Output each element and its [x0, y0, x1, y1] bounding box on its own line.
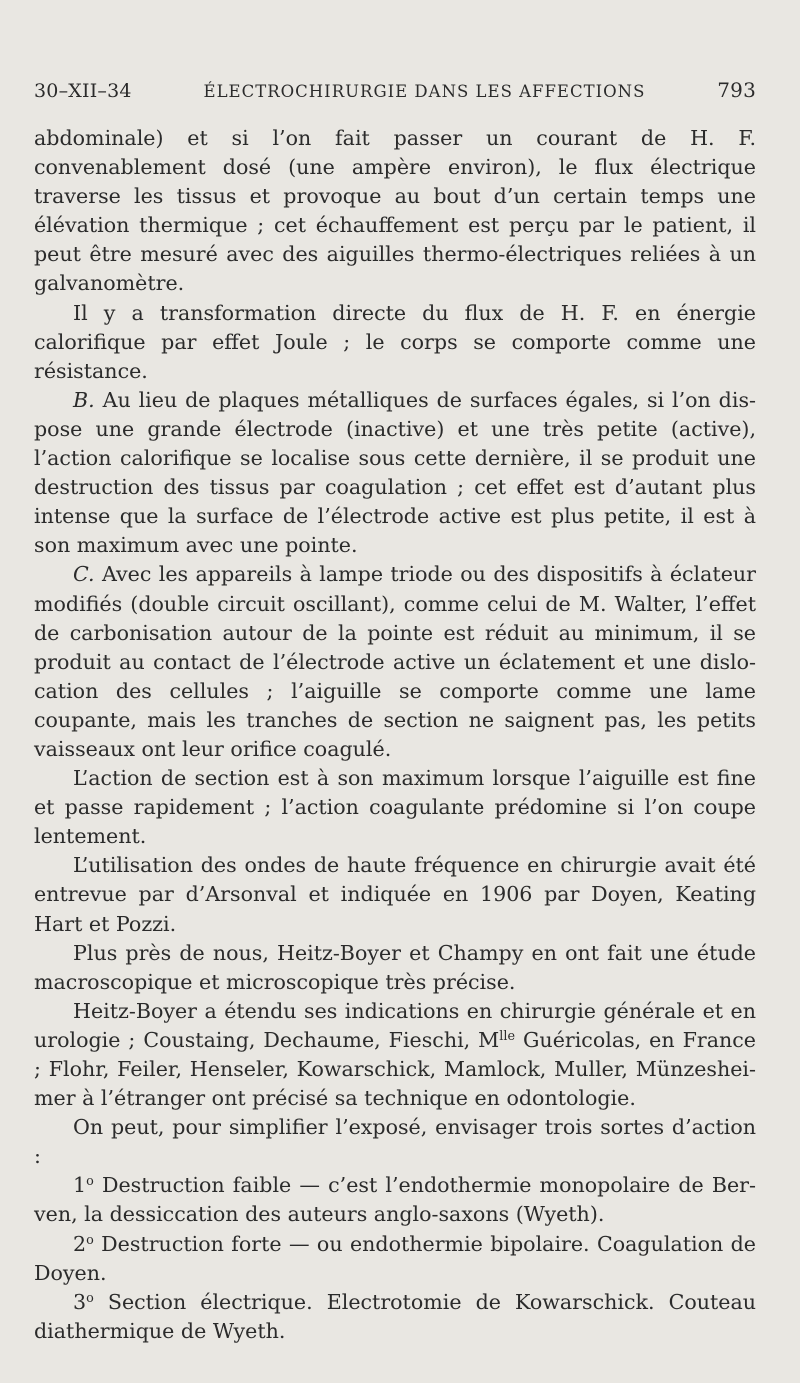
header-title: ÉLECTROCHIRURGIE DANS LES AFFECTIONS: [203, 82, 646, 101]
paragraph: C. Avec les appareils à lampe triode ou des dispositifs à éclateur modifiés (double circuit oscillant), comme celui de M. Walter, l’effet de carbonisation autour de la pointe est réduit au minimum, il se produit au contact de l’électrode active un éclatement et une dislocation des cellules ; l’aiguille se comporte comme une lame coupante, mais les tranches de section ne saignent pas, les petits vaisseaux ont leur orifice coagulé.: [34, 562, 756, 761]
header-date: 30–XII–34: [34, 80, 132, 102]
page-number: 793: [717, 78, 756, 102]
superscript: lle: [499, 1028, 516, 1044]
section-letter: B.: [73, 387, 95, 412]
list-number: 2: [73, 1231, 87, 1256]
list-item: 3$^o$ Section électrique. Electrotomie de Kowarschick. Couteau diathermique de Wyeth.: [34, 1289, 756, 1343]
paragraph: Plus près de nous, Heitz-Boyer et Champy en ont fait une étude macroscopique et microscopique très précise.: [34, 940, 756, 994]
superscript: o: [86, 1232, 94, 1248]
section-letter: C.: [73, 562, 95, 587]
superscript: o: [86, 1290, 94, 1306]
paragraph: Il y a transformation directe du flux de H. F. en énergie calorifique par effet Joule ; le corps se comporte comme une résistance.: [34, 300, 756, 383]
list-number: 1: [73, 1173, 87, 1198]
superscript: o: [86, 1174, 94, 1190]
paragraph: L’utilisation des ondes de haute fréquence en chirurgie avait été entrevue par d’Arsonval et indiquée en 1906 par Doyen, Keating Hart et Pozzi.: [34, 853, 756, 936]
paragraph: Heitz-Boyer a étendu ses indications en chirurgie générale et en urologie ; Coustaing, Dechaume, Fieschi, $M^{lle}$ Guéricolas, en France ; Flohr, Feiler, Henseler, Kowarschick, Mamlock, Muller, Münzesheimer à l’étranger ont précisé sa technique en odontologie.: [34, 998, 756, 1111]
paragraph: B. Au lieu de plaques métalliques de surfaces égales, si l’on dispose une grande électrode (inactive) et une très petite (active), l’action calorifique se localise sous cette dernière, il se produit une destruction des tissus par coagulation ; cet effet est d’autant plus intense que la surface de l’électrode active est plus petite, il est à son maximum avec une pointe.: [34, 387, 756, 558]
paragraph: abdominale) et si l’on fait passer un courant de H. F. convenablement dosé (une ampère environ), le flux électrique traverse les tissus et provoque au bout d’un certain temps une élévation thermique ; cet échauffement est perçu par le patient, il peut être mesuré avec des aiguilles thermo-électriques reliées à un galvanomètre.: [34, 126, 756, 296]
list-number: 3: [73, 1289, 87, 1314]
list-item: 1$^o$ Destruction faible — c’est l’endothermie monopolaire de Berven, la dessiccation des auteurs anglo-saxons (Wyeth).: [34, 1173, 756, 1227]
list-item: 2$^o$ Destruction forte — ou endothermie bipolaire. Coagulation de Doyen.: [34, 1231, 756, 1285]
body-text: [34, 124, 756, 1346]
paragraph: On peut, pour simplifier l’exposé, envisager trois sortes d’action :: [34, 1115, 756, 1169]
paragraph: L’action de section est à son maximum lorsque l’aiguille est fine et passe rapidement ; l’action coagulante prédomine si l’on coupe lentement.: [34, 766, 756, 849]
running-head: [34, 78, 756, 106]
